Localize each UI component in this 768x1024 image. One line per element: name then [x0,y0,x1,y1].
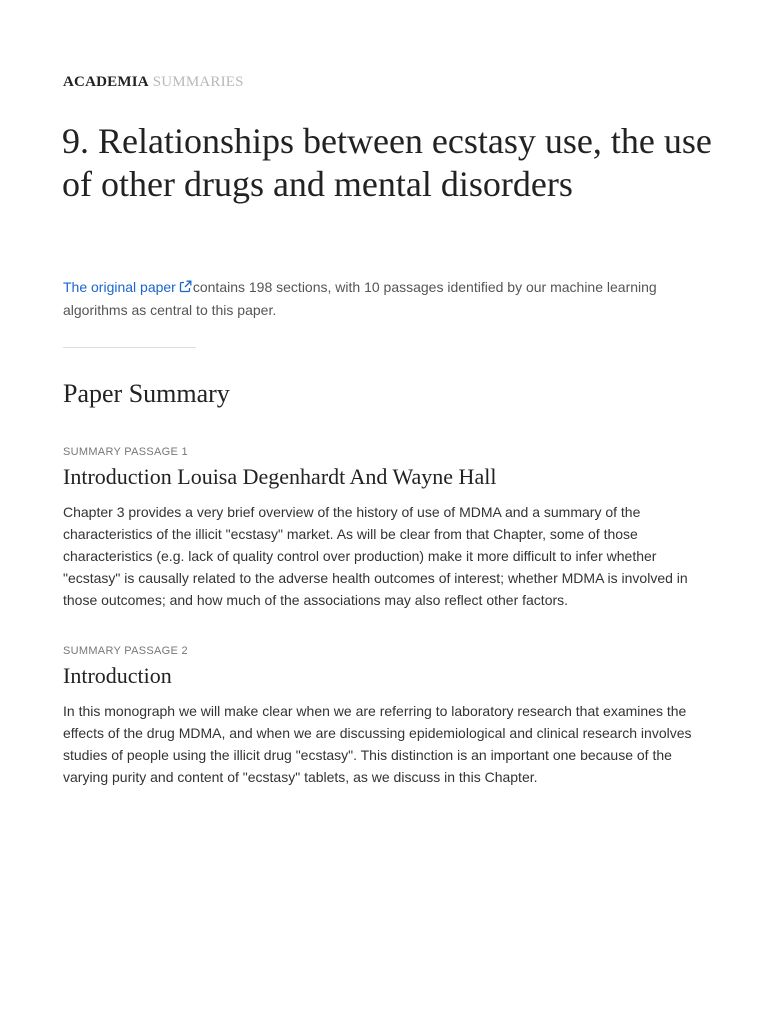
original-paper-link[interactable] [63,279,193,295]
intro-text [63,276,723,321]
summary-heading: Paper Summary [63,379,230,408]
passage-1-body: Chapter 3 provides a very brief overview of the history of use of MDMA and a summary of the characteristics of the illicit "ecstasy" market. As will be clear from that Chapter, some of those characteristics (e.g. lack of quality control over production) make it more difficult to infer whether "ecstasy" is causally related to the adverse health outcomes of interest; whether MDMA is involved in those outcomes; and how much of the associations may also reflect other factors. [63,504,688,608]
intro-rest: contains 198 sections, with 10 passages identified by our machine learning algorithms as central to this paper. [63,279,657,318]
site-brand[interactable] [63,74,244,91]
passage-2-body: In this monograph we will make clear when we are referring to laboratory research that examines the effects of the drug MDMA, and when we are discussing epidemiological and clinical research involves studies of people using the illicit drug "ecstasy". This distinction is an important one because of the varying purity and content of "ecstasy" tablets, as we discuss in this Chapter. [63,703,692,785]
page-title: 9. Relationships between ecstasy use, the use of other drugs and mental disorders [62,121,712,204]
brand-secondary: SUMMARIES [152,74,244,90]
external-link-icon [179,277,192,299]
original-paper-link-label: The original paper [63,279,176,295]
section-divider [63,347,196,348]
passage-1-heading: Introduction Louisa Degenhardt And Wayne Hall [63,464,497,489]
passage-2-kicker: SUMMARY PASSAGE 2 [63,645,188,657]
passage-1-kicker: SUMMARY PASSAGE 1 [63,446,188,458]
passage-2-heading: Introduction [63,663,172,688]
brand-primary: ACADEMIA [63,74,149,90]
